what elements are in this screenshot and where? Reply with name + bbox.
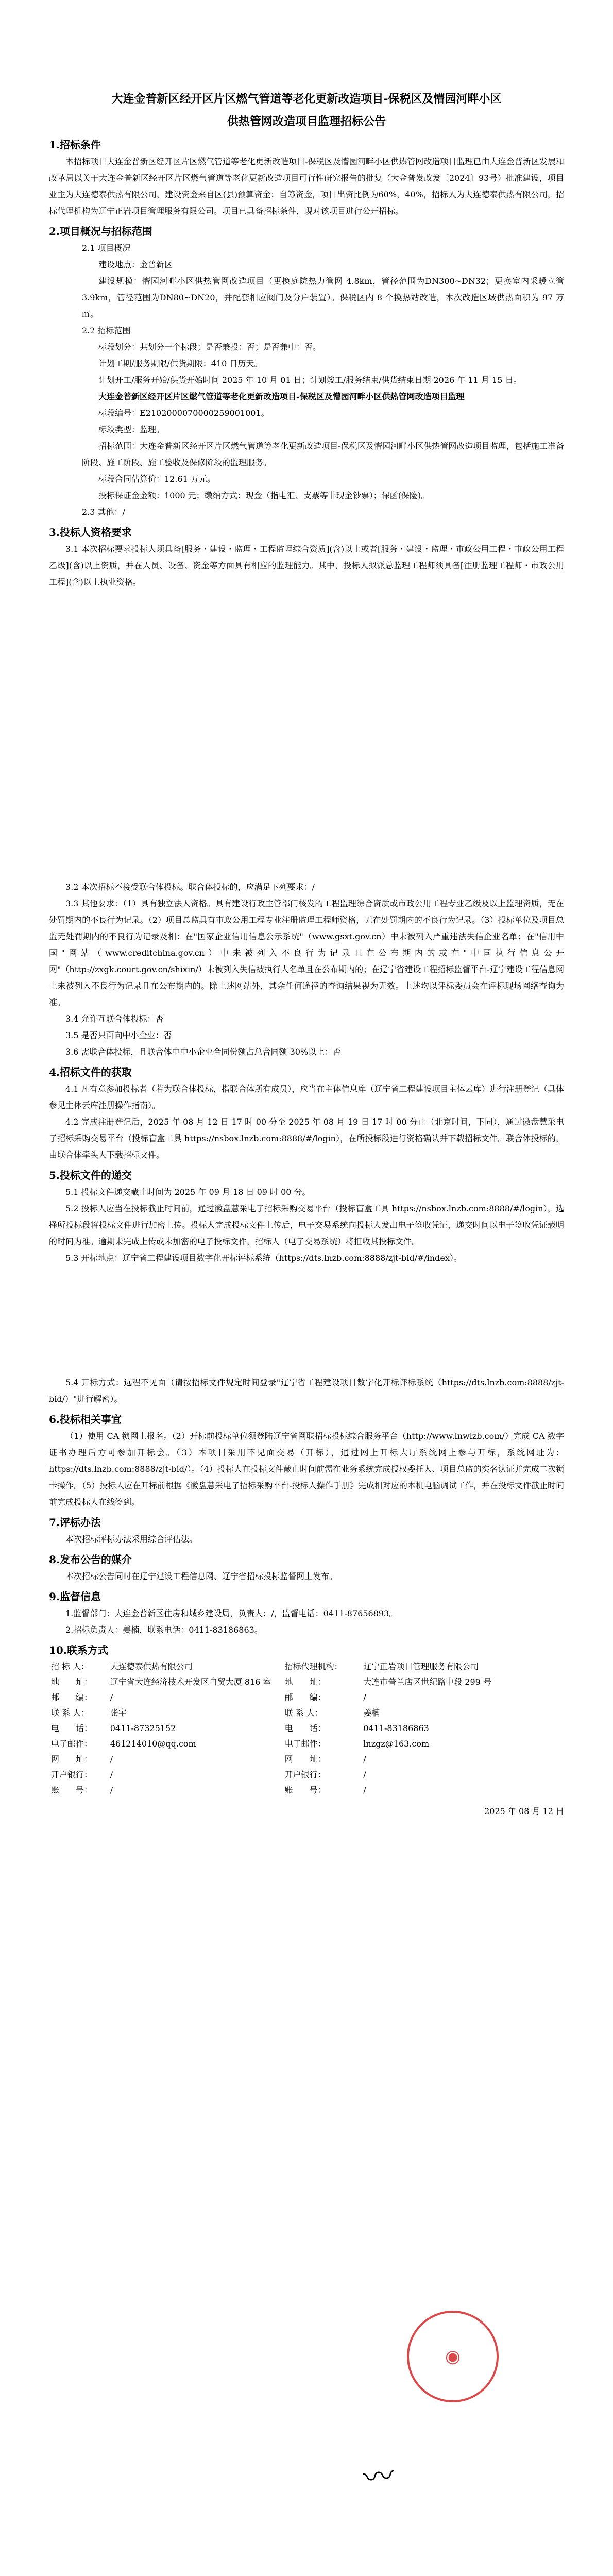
paragraph: 5.1 投标文件递交截止时间为 2025 年 09 月 18 日 09 时 00 分。 bbox=[65, 1187, 311, 1197]
contact-row bbox=[49, 1705, 564, 1721]
contact-value: / bbox=[363, 1754, 366, 1764]
paragraph: 3.5 是否只面向中小企业：否 bbox=[65, 1030, 172, 1040]
contact-label: 电子邮件： bbox=[51, 1739, 93, 1749]
notice-date: 2025 年 08 月 12 日 bbox=[484, 1806, 564, 1816]
contact-label: 邮 编： bbox=[51, 1692, 93, 1702]
paragraph: 4.2 完成注册登记后，2025 年 08 月 12 日 17 时 00 分至 2025 年 08 月 19 日 17 时 00 分止（北京时间，下同），通过徽盘慧采电子招标采购交易平台（投标盲盒工具 https://nsbox.lnzb.com:8888/#/login），在所投标段进行资格确认并下载招标文件。联合体投标的，由联合体牵头人下载招标文件。 bbox=[49, 1117, 564, 1160]
section-heading: 4.招标文件的获取 bbox=[49, 1066, 132, 1078]
section-heading: 7.评标办法 bbox=[49, 1516, 101, 1529]
contact-value: 大连德泰供热有限公司 bbox=[110, 1662, 193, 1671]
contact-value: / bbox=[363, 1692, 366, 1702]
contact-table bbox=[49, 1659, 564, 1798]
paragraph: 3.6 需联合体投标，且联合体中中小企业合同份额占总合同额 30%以上：否 bbox=[65, 1047, 342, 1057]
paragraph: 本次招标公告同时在辽宁建设工程信息网、辽宁省招标投标监督网上发布。 bbox=[65, 1571, 338, 1581]
section-heading: 9.监督信息 bbox=[49, 1590, 101, 1603]
contact-value: 张宇 bbox=[110, 1708, 127, 1718]
paragraph: 计划工期/服务期限/供货期限：410 日历天。 bbox=[98, 359, 263, 368]
contact-label: 邮 编： bbox=[284, 1692, 326, 1702]
contact-label: 账 号： bbox=[284, 1785, 326, 1795]
paragraph: 2.3 其他：/ bbox=[82, 507, 125, 517]
contact-value: / bbox=[110, 1692, 113, 1702]
contact-row bbox=[49, 1736, 564, 1752]
section-heading: 8.发布公告的媒介 bbox=[49, 1553, 132, 1566]
contact-row bbox=[49, 1690, 564, 1705]
blank-area bbox=[49, 590, 564, 879]
section-heading: 3.投标人资格要求 bbox=[49, 526, 132, 538]
paragraph: 3.3 其他要求：（1）具有独立法人资格。具有建设行政主管部门核发的工程监理综合资质或市政公用工程专业乙级及以上监理资质，无在处罚期内的不良行为记录。（2）项目总监具有市政公用工程专业注册监理工程师资格，无在处罚期内的不良行为记录。（3）投标单位及项目总监无处罚期内的不良行为记录及相：在"国家企业信用信息公示系统"（www.gsxt.gov.cn）中未被列入严重违法失信企业名单；在"信用中国"网站（www.creditchina.gov.cn）中未被列入不良行为记录且在公布期内的或在"中国执行信息公开网"（http://zxgk.court.gov.cn/shixin/）未被列入失信被执行人名单且在公布期内的；在辽宁省建设工程招标监督平台-辽宁建设工程信息网上未被列入不良行为记录且在公布期内的。除上述网站外，其余任何途径的查询结果视为无效。上述均以评标委员会在评标现场网络查询为准。 bbox=[49, 899, 564, 1007]
section-heading: 6.投标相关事宜 bbox=[49, 1413, 122, 1426]
contact-label: 联 系 人： bbox=[51, 1708, 90, 1718]
contact-label: 电 话： bbox=[51, 1723, 93, 1733]
notice-title: 大连金普新区经开区片区燃气管道等老化更新改造项目-保税区及懵园河畔小区 供热管网改造项目监理招标公告 bbox=[111, 92, 502, 128]
contact-value: 0411-83186863 bbox=[363, 1723, 429, 1733]
contact-value: / bbox=[110, 1770, 113, 1780]
contact-label: 网 址： bbox=[51, 1754, 93, 1764]
paragraph: 招标范围：大连金普新区经开区片区燃气管道等老化更新改造项目-保税区及懵园河畔小区供热管网改造项目监理，包括施工准备阶段、施工阶段、施工验收及保修阶段的监理服务。 bbox=[82, 441, 564, 467]
contact-label: 联 系 人： bbox=[284, 1708, 323, 1718]
paragraph: （1）使用 CA 锁网上报名。（2）开标前投标单位须登陆辽宁省网联招标投标综合服务平台（http://www.lnwlzb.com/）完成 CA 数字证书办理后方可参加开标会。（3）本项目采用不见面交易（开标），通过网上开标大厅系统网上参与开标，系统网址为：https://dts.lnzb.com:8888/zjt-bid/）。（4）投标人在投标文件截止时间前需在业务系统完成授权委托人、项目总监的实名认证并完成二次锁卡操作。（5）投标人应在开标前根据《徽盘慧采电子招标采购平台-投标人操作手册》完成相对应的本机电脑调试工作，并在投标文件截止时间前完成投标人在线签到。 bbox=[49, 1431, 564, 1507]
paragraph: 2.招标负责人：姜楠，联系电话：0411-83186863。 bbox=[65, 1625, 263, 1635]
paragraph: 投标保证金金额：1000 元；缴纳方式：现金（指电汇、支票等非现金钞票）；保函(保险)。 bbox=[98, 490, 430, 500]
paragraph: 2.2 招标范围 bbox=[82, 326, 131, 335]
contact-value: / bbox=[363, 1770, 366, 1780]
paragraph: 本次招标评标办法采用综合评估法。 bbox=[65, 1534, 198, 1544]
contact-value: 0411-87325152 bbox=[110, 1723, 176, 1733]
contact-value: / bbox=[110, 1754, 113, 1764]
paragraph: 2.1 项目概况 bbox=[82, 243, 131, 253]
contact-label: 地 址： bbox=[51, 1677, 93, 1687]
contact-row bbox=[49, 1752, 564, 1767]
paragraph: 标段类型：监理。 bbox=[98, 425, 165, 434]
contact-label: 账 号： bbox=[51, 1785, 93, 1795]
paragraph: 建设规模：懵园河畔小区供热管网改造项目（更换庭院热力管网 4.8km，管径范围为DN300~DN32；更换室内采暖立管 3.9km，管径范围为DN80~DN20，并配套相应阀门及分户装置）。保税区内 8 个换热站改造，本次改造区域供热面积为 97 万㎡。 bbox=[82, 276, 564, 319]
contact-label: 电子邮件： bbox=[284, 1739, 326, 1749]
contact-label: 开户银行： bbox=[284, 1770, 326, 1780]
paragraph: 4.1 凡有意参加投标者（若为联合体投标，指联合体所有成员），应当在主体信息库（辽宁省工程建设项目主体云库）进行注册登记（具体参见主体云库注册操作指南）。 bbox=[49, 1084, 564, 1110]
contact-value: 461214010@qq.com bbox=[110, 1739, 196, 1749]
paragraph: 5.3 开标地点：辽宁省工程建设项目数字化开标评标系统（https://dts.lnzb.com:8888/zjt-bid/#/index）。 bbox=[65, 1253, 462, 1263]
contact-label: 招标代理机构： bbox=[284, 1662, 343, 1671]
contact-label: 开户银行： bbox=[51, 1770, 93, 1780]
section-name: 大连金普新区经开区片区燃气管道等老化更新改造项目-保税区及懵园河畔小区供热管网改造项目监理 bbox=[98, 392, 465, 401]
contact-row bbox=[49, 1659, 564, 1674]
paragraph: 计划开工/服务开始/供货开始时间 2025 年 10 月 01 日；计划竣工/服务结束/供货结束日期 2026 年 11 月 15 日。 bbox=[98, 375, 522, 385]
section-heading: 1.招标条件 bbox=[49, 139, 101, 151]
contact-label: 地 址： bbox=[284, 1677, 326, 1687]
section-heading: 5.投标文件的递交 bbox=[49, 1169, 132, 1181]
paragraph: 3.4 允许互联合体投标：否 bbox=[65, 1014, 164, 1024]
paragraph: 建设地点：金普新区 bbox=[98, 260, 173, 269]
paragraph: 标段合同估算价：12.61 万元。 bbox=[98, 474, 215, 484]
contact-value: 辽宁省大连经济技术开发区自贸大厦 816 室 bbox=[110, 1677, 271, 1687]
section-heading: 2.项目概况与招标范围 bbox=[49, 225, 152, 238]
notice-document bbox=[49, 0, 564, 1820]
contact-row bbox=[49, 1767, 564, 1783]
contact-row bbox=[49, 1674, 564, 1690]
signature: 〰 bbox=[362, 2458, 397, 2497]
contact-value: 姜楠 bbox=[363, 1708, 380, 1718]
paragraph: 1.监督部门：大连金普新区住房和城乡建设局，负责人：/，监督电话：0411-87656893。 bbox=[65, 1608, 398, 1618]
paragraph: 标段划分：共划分一个标段；是否兼投：否；是否兼中：否。 bbox=[98, 342, 321, 352]
contact-row bbox=[49, 1783, 564, 1798]
blank-area bbox=[49, 1266, 564, 1375]
paragraph: 本招标项目大连金普新区经开区片区燃气管道等老化更新改造项目-保税区及懵园河畔小区供热管网改造项目监理已由大连金普新区发展和改革局以关于大连金普新区经开区片区燃气管道等老化更新改造项目可行性研究报告的批复（大金普发改发〔2024〕93号）批准建设，项目业主为大连德泰供热有限公司，建设资金来自区(县)预算资金；自筹资金，项目出资比例为60%，40%，招标人为大连德泰供热有限公司，招标代理机构为辽宁正岩项目管理服务有限公司。项目已具备招标条件，现对该项目进行公开招标。 bbox=[49, 157, 564, 216]
contact-value: 大连市普兰店区世纪路中段 299 号 bbox=[363, 1677, 491, 1687]
contact-value: 辽宁正岩项目管理服务有限公司 bbox=[363, 1662, 479, 1671]
paragraph: 3.1 本次招标要求投标人须具备[服务・建设・监理・工程监理综合资质](含)以上或者[服务・建设・监理・市政公用工程・市政公用工程乙级](含)以上资质，并在人员、设备、资金等方面具有相应的监理能力。其中，投标人拟派总监理工程师须具备[注册监理工程师・市政公用工程](含)以上执业资格。 bbox=[49, 544, 564, 587]
contact-label: 招 标 人： bbox=[51, 1662, 90, 1671]
paragraph: 3.2 本次招标不接受联合体投标。联合体投标的，应满足下列要求：/ bbox=[65, 882, 315, 892]
contact-row bbox=[49, 1721, 564, 1736]
contact-label: 网 址： bbox=[284, 1754, 326, 1764]
paragraph: 5.2 投标人应当在投标截止时间前，通过徽盘慧采电子招标采购交易平台（投标盲盒工具 https://nsbox.lnzb.com:8888/#/login），选择所投标段将投标文件进行加密上传。投标人完成投标文件上传后，电子交易系统向投标人发出电子签收凭证，递交时间以电子签收凭证载明的时间为准。逾期未完成上传或未加密的电子投标文件，招标人（电子交易系统）将拒收其投标文件。 bbox=[49, 1204, 564, 1246]
contact-value: / bbox=[110, 1785, 113, 1795]
section-heading: 10.联系方式 bbox=[49, 1644, 108, 1656]
paragraph: 标段编号：E2102000070000259001001。 bbox=[98, 408, 269, 418]
contact-value: lnzgz@163.com bbox=[363, 1739, 430, 1749]
paragraph: 5.4 开标方式：远程不见面（请按招标文件规定时间登录"辽宁省工程建设项目数字化开标评标系统（https://dts.lnzb.com:8888/zjt-bid/）"进行解密）。 bbox=[49, 1378, 564, 1404]
contact-value: / bbox=[363, 1785, 366, 1795]
contact-label: 电 话： bbox=[284, 1723, 326, 1733]
seal-stamp: ◉ bbox=[407, 2311, 499, 2402]
